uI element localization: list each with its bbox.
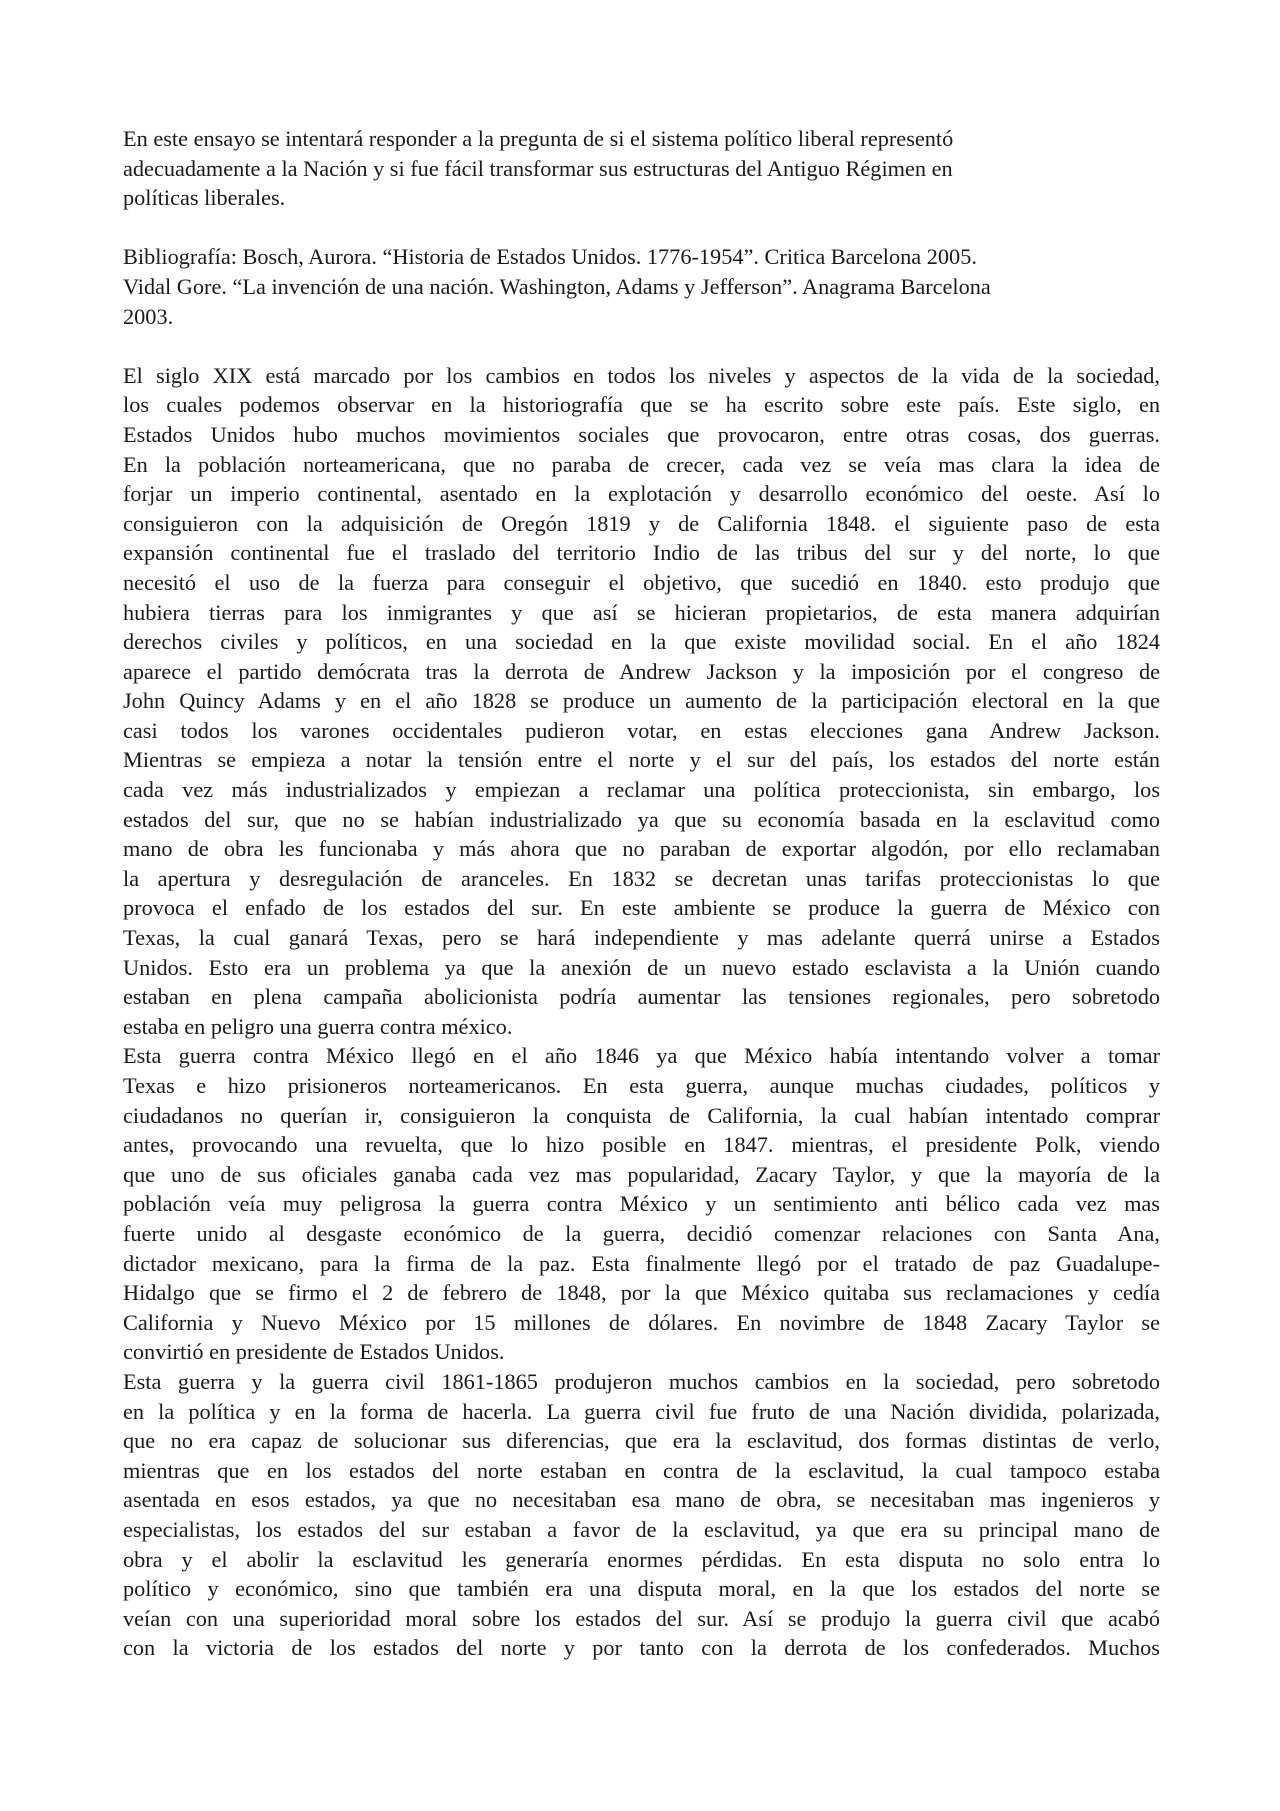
text-line: mientras que en los estados del norte estaban en contra de la esclavitud, la cual tampoco estaba — [123, 1457, 1160, 1483]
intro-paragraph — [123, 124, 1160, 213]
text-line: Mientras se empieza a notar la tensión entre el norte y el sur del país, los estados del norte están — [123, 747, 1160, 773]
body-paragraph-2 — [123, 1041, 1160, 1367]
text-line: estaba en peligro una guerra contra méxico. — [123, 1013, 513, 1039]
body-paragraph-3 — [123, 1367, 1160, 1663]
text-line: hubiera tierras para los inmigrantes y que así se hicieran propietarios, de esta manera adquirían — [123, 599, 1160, 625]
text-line: Esta guerra contra México llegó en el año 1846 ya que México había intentando volver a tomar — [123, 1043, 1160, 1069]
text-line: la apertura y desregulación de aranceles. En 1832 se decretan unas tarifas proteccionistas lo que — [123, 865, 1160, 891]
body-paragraph-1 — [123, 361, 1160, 1042]
text-line: que uno de sus oficiales ganaba cada vez mas popularidad, Zacary Taylor, y que la mayoría de la — [123, 1161, 1160, 1187]
text-line: ciudadanos no querían ir, consiguieron la conquista de California, la cual habían intentado comprar — [123, 1102, 1160, 1128]
text-line: cada vez más industrializados y empiezan a reclamar una política proteccionista, sin embargo, los — [123, 777, 1160, 803]
text-line: adecuadamente a la Nación y si fue fácil transformar sus estructuras del Antiguo Régimen en — [123, 155, 953, 181]
text-line: casi todos los varones occidentales pudieron votar, en estas elecciones gana Andrew Jackson. — [123, 717, 1160, 743]
text-line: estados del sur, que no se habían industrializado ya que su economía basada en la esclavitud como — [123, 806, 1160, 832]
text-line: estaban en plena campaña abolicionista podría aumentar las tensiones regionales, pero sobretodo — [123, 984, 1160, 1010]
paragraph-gap — [123, 331, 1160, 361]
text-line: En este ensayo se intentará responder a la pregunta de si el sistema político liberal representó — [123, 126, 954, 151]
text-line: Texas e hizo prisioneros norteamericanos. En esta guerra, aunque muchas ciudades, políticos y — [123, 1073, 1160, 1098]
text-line: mano de obra les funcionaba y más ahora que no paraban de exportar algodón, por ello reclamaban — [123, 836, 1160, 862]
text-line: asentada en esos estados, ya que no necesitaban esa mano de obra, se necesitaban mas ingenieros y — [123, 1487, 1160, 1513]
text-line: necesitó el uso de la fuerza para conseguir el objetivo, que sucedió en 1840. esto produjo que — [123, 569, 1160, 595]
text-line: derechos civiles y políticos, en una sociedad en la que existe movilidad social. En el año 1824 — [123, 629, 1160, 655]
text-line: especialistas, los estados del sur estaban a favor de la esclavitud, ya que era su principal mano de — [123, 1516, 1160, 1542]
text-line: político y económico, sino que también era una disputa moral, en la que los estados del norte se — [123, 1576, 1160, 1602]
text-line: Esta guerra y la guerra civil 1861-1865 produjeron muchos cambios en la sociedad, pero sobretodo — [123, 1368, 1160, 1394]
paragraph-gap — [123, 213, 1160, 243]
document-body — [123, 124, 1160, 1663]
text-line: Unidos. Esto era un problema ya que la anexión de un nuevo estado esclavista a la Unión cuando — [123, 954, 1160, 980]
text-line: California y Nuevo México por 15 millones de dólares. En novimbre de 1848 Zacary Taylor se — [123, 1309, 1160, 1335]
text-line: políticas liberales. — [123, 185, 286, 211]
text-line: Estados Unidos hubo muchos movimientos sociales que provocaron, entre otras cosas, dos guerras. — [123, 421, 1160, 447]
text-line: consiguieron con la adquisición de Oregón 1819 y de California 1848. el siguiente paso de esta — [123, 510, 1160, 536]
text-line: que no era capaz de solucionar sus diferencias, que era la esclavitud, dos formas distintas de verlo, — [123, 1428, 1160, 1454]
text-line: 2003. — [123, 303, 174, 329]
text-line: Hidalgo que se firmo el 2 de febrero de 1848, por la que México quitaba sus reclamaciones y cedía — [123, 1280, 1160, 1306]
text-line: El siglo XIX está marcado por los cambios en todos los niveles y aspectos de la vida de la sociedad, — [123, 362, 1160, 388]
text-line: población veía muy peligrosa la guerra contra México y un sentimiento anti bélico cada vez mas — [123, 1191, 1160, 1217]
text-line: provoca el enfado de los estados del sur. En este ambiente se produce la guerra de México con — [123, 895, 1160, 921]
text-line: expansión continental fue el traslado del territorio Indio de las tribus del sur y del norte, lo que — [123, 540, 1160, 566]
text-line: antes, provocando una revuelta, que lo hizo posible en 1847. mientras, el presidente Polk, viendo — [123, 1132, 1160, 1158]
text-line: aparece el partido demócrata tras la derrota de Andrew Jackson y la imposición por el congreso de — [123, 658, 1160, 684]
text-line: convirtió en presidente de Estados Unidos. — [123, 1339, 505, 1365]
text-line: los cuales podemos observar en la historiografía que se ha escrito sobre este país. Este siglo, en — [123, 392, 1160, 418]
text-line: dictador mexicano, para la firma de la paz. Esta finalmente llegó por el tratado de paz Guadalupe- — [123, 1250, 1160, 1276]
text-line: en la política y en la forma de hacerla. La guerra civil fue fruto de una Nación dividida, polarizada, — [123, 1398, 1160, 1424]
text-line: obra y el abolir la esclavitud les generaría enormes pérdidas. En esta disputa no solo entra lo — [123, 1546, 1160, 1572]
text-line: fuerte unido al desgaste económico de la guerra, decidió comenzar relaciones con Santa Ana, — [123, 1220, 1160, 1246]
text-line: veían con una superioridad moral sobre los estados del sur. Así se produjo la guerra civil que acabó — [123, 1605, 1160, 1631]
text-line: John Quincy Adams y en el año 1828 se produce un aumento de la participación electoral en la que — [123, 688, 1160, 714]
text-line: con la victoria de los estados del norte y por tanto con la derrota de los confederados. Muchos — [123, 1635, 1160, 1661]
text-line: Texas, la cual ganará Texas, pero se hará independiente y mas adelante querrá unirse a Estados — [123, 925, 1160, 951]
text-line: Vidal Gore. “La invención de una nación. Washington, Adams y Jefferson”. Anagrama Barcelona — [123, 273, 991, 299]
text-line: forjar un imperio continental, asentado en la explotación y desarrollo económico del oeste. Así lo — [123, 481, 1160, 507]
text-line: En la población norteamericana, que no paraba de crecer, cada vez se veía mas clara la idea de — [123, 451, 1160, 477]
bibliography-paragraph — [123, 242, 1160, 331]
text-line: Bibliografía: Bosch, Aurora. “Historia de Estados Unidos. 1776-1954”. Critica Barcelona 2005. — [123, 244, 977, 270]
